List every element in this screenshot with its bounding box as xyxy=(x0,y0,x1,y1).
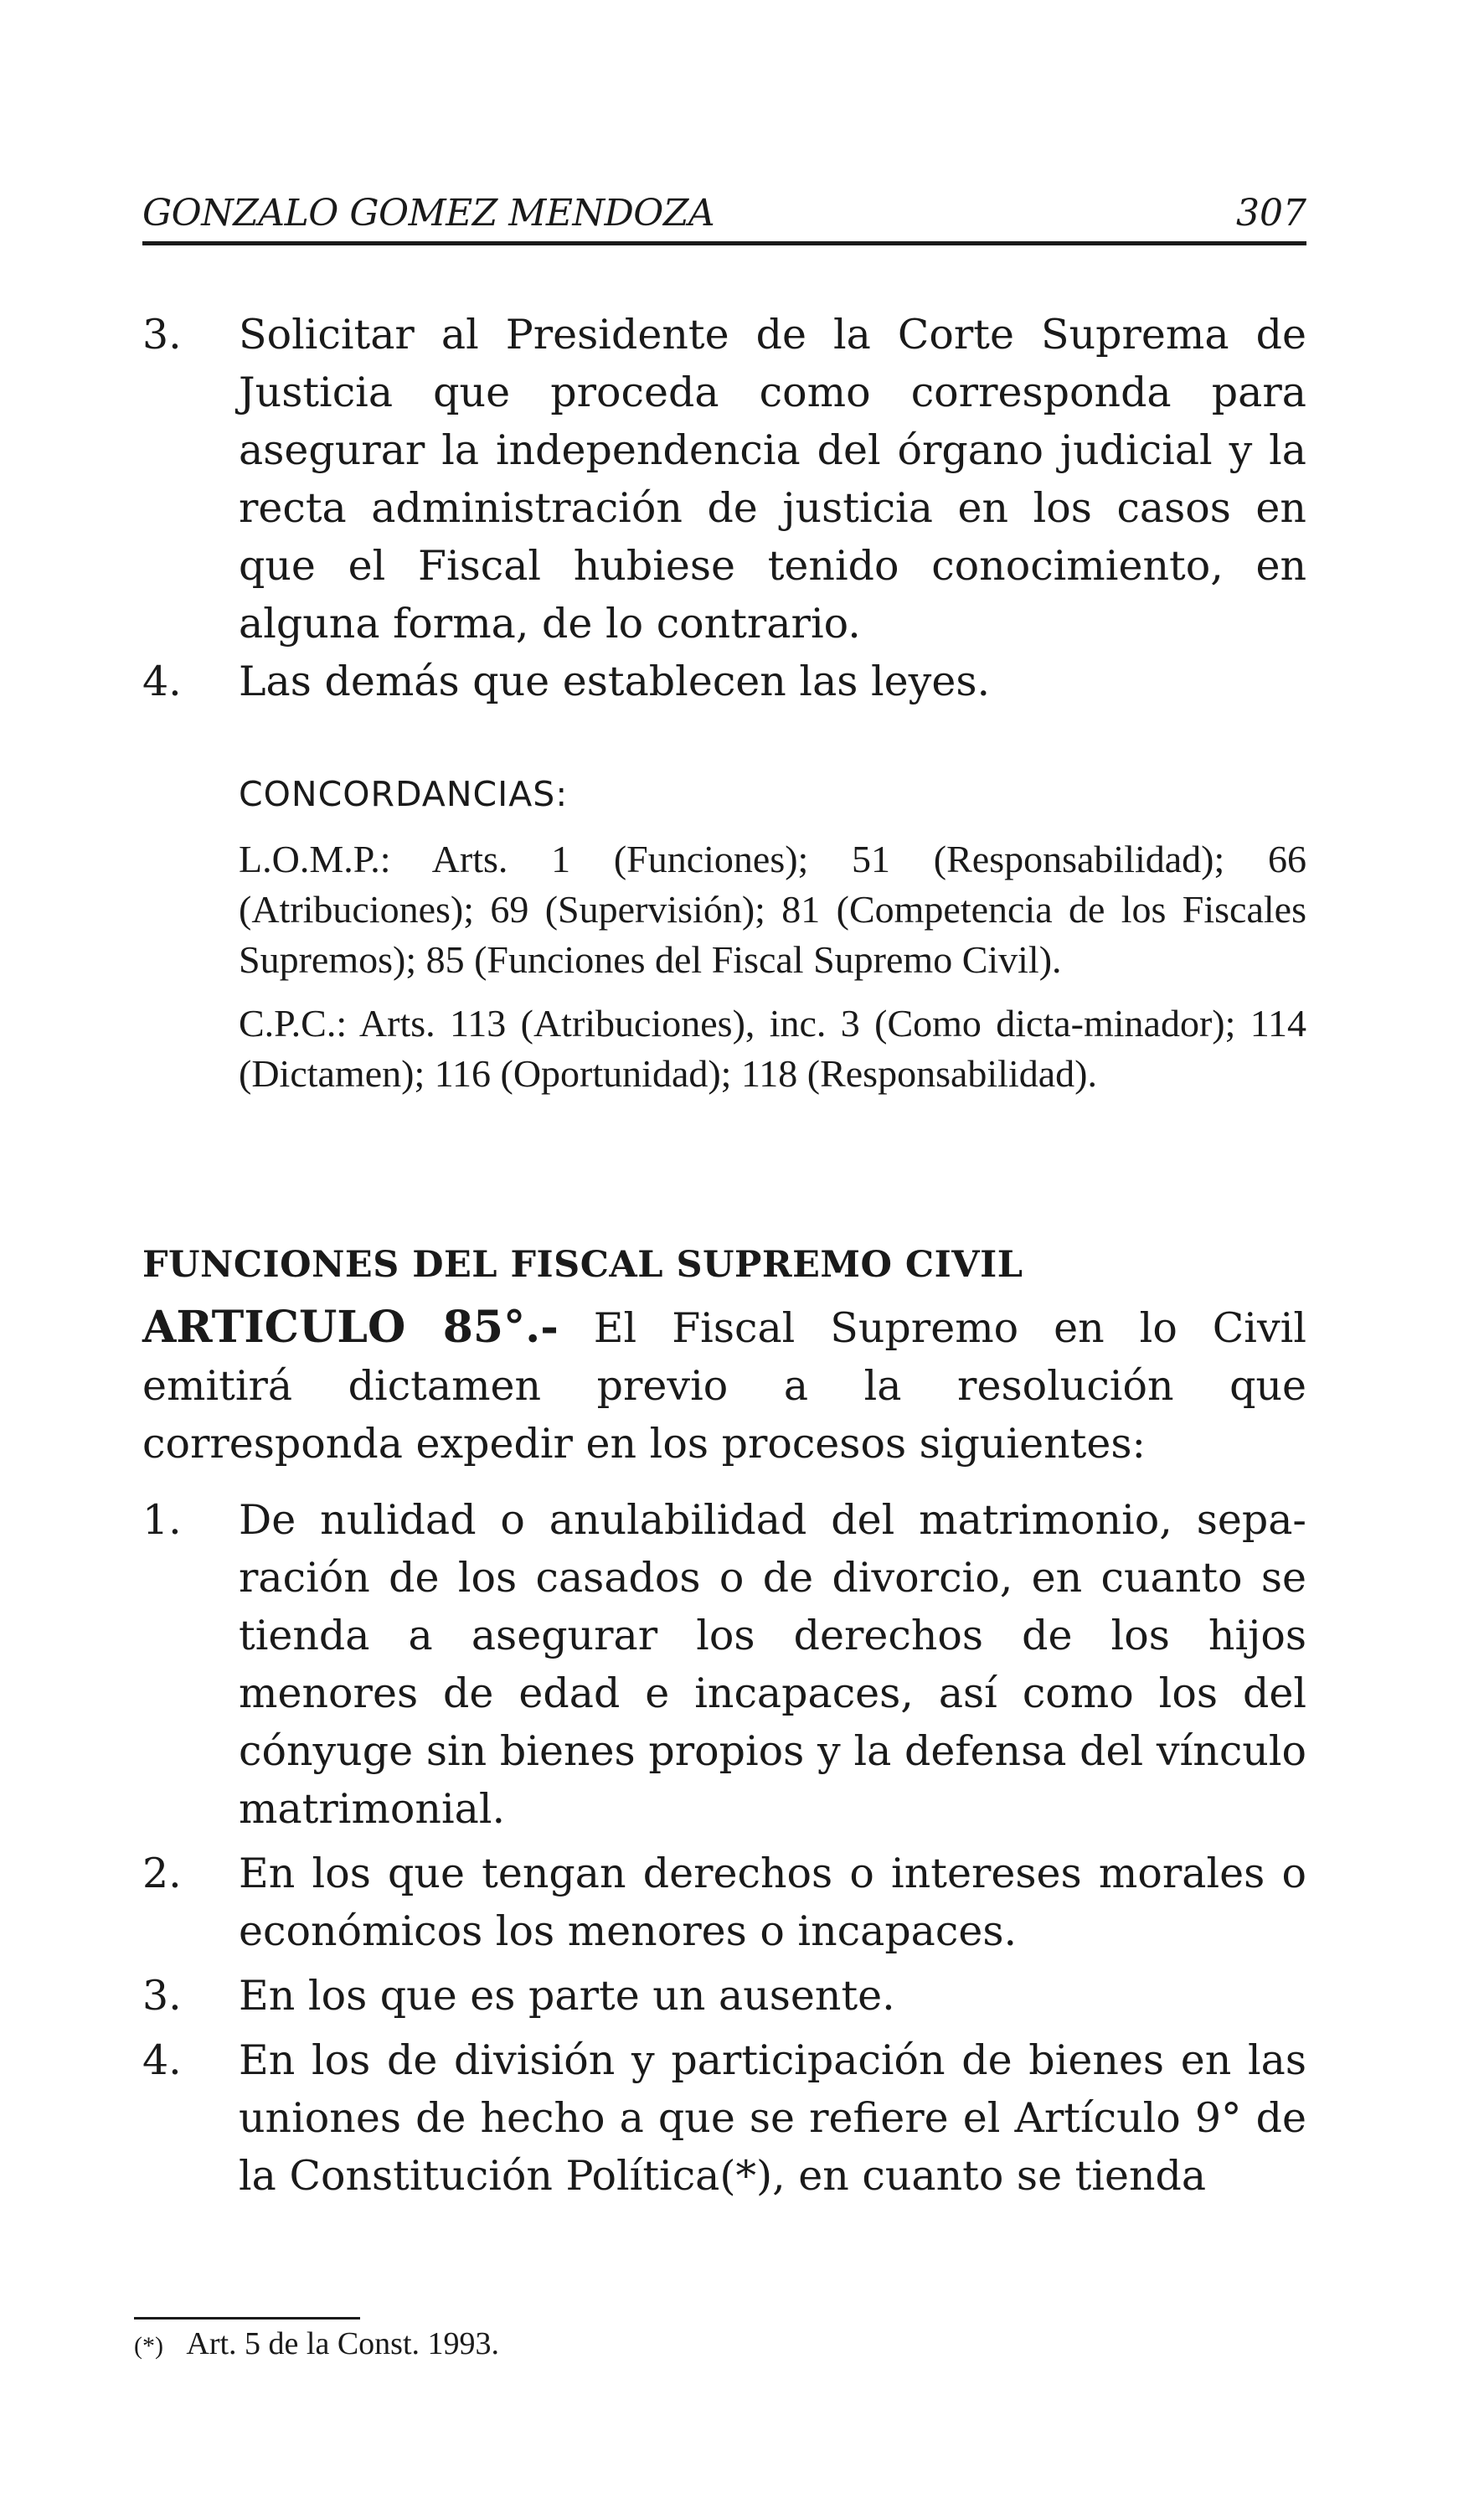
item-text: En los que es parte un ausente. xyxy=(239,1972,895,2020)
item-number: 4. xyxy=(142,658,182,705)
article-paragraph xyxy=(142,1298,1306,1473)
item-text: En los que tengan derechos o intereses morales o económicos los menores o incapaces. xyxy=(239,1850,1306,1955)
item-text: Las demás que establecen las leyes. xyxy=(239,658,991,705)
list-item xyxy=(142,653,1306,710)
concordancias-title: CONCORDANCIAS: xyxy=(239,774,569,814)
concordancia-entry: L.O.M.P.: Arts. 1 (Funciones); 51 (Responsabilidad); 66 (Atribuciones); 69 (Supervisión); 81 (Competencia de los Fiscales Supremos); 85 (Funciones del Fiscal Supremo Civil). xyxy=(239,838,1306,981)
list-item xyxy=(142,1845,1306,1960)
footnote-mark: (*) xyxy=(134,2332,163,2360)
footnote xyxy=(134,2325,499,2362)
item-number: 3. xyxy=(142,1972,182,2020)
footnote-divider xyxy=(134,2317,360,2319)
list-item xyxy=(142,306,1306,653)
item-text: De nulidad o anulabilidad del matrimonio, sepa-ración de los casados o de divorcio, en cuanto se tienda a asegurar los derechos de los hijos menores de edad e incapaces, así como los del cónyuge sin bienes propios y la defensa del vínculo matrimonial. xyxy=(239,1496,1306,1833)
concordancia-entry: C.P.C.: Arts. 113 (Atribuciones), inc. 3 (Como dicta-minador); 114 (Dictamen); 116 (Oportunidad); 118 (Responsabilidad). xyxy=(239,1002,1306,1095)
section-heading: FUNCIONES DEL FISCAL SUPREMO CIVIL xyxy=(142,1244,1023,1286)
footnote-text: Art. 5 de la Const. 1993. xyxy=(186,2326,500,2361)
author-name: GONZALO GOMEZ MENDOZA xyxy=(142,192,715,235)
numbered-list-bottom xyxy=(142,1491,1306,2205)
running-header xyxy=(142,183,1306,245)
item-text: Solicitar al Presidente de la Corte Suprema de Justicia que proceda como corresponda para asegurar la independencia del órgano judicial y la recta administración de justicia en los casos en que el Fiscal hubiese tenido conocimiento, en alguna forma, de lo contrario. xyxy=(239,311,1306,648)
item-number: 1. xyxy=(142,1496,182,1544)
item-number: 4. xyxy=(142,2036,182,2084)
list-item xyxy=(142,2031,1306,2205)
item-text: En los de división y participación de bienes en las uniones de hecho a que se refiere el Artículo 9° de la Constitución Política(*), en cuanto se tienda xyxy=(239,2036,1306,2200)
item-number: 2. xyxy=(142,1850,182,1897)
list-item xyxy=(142,1967,1306,2025)
article-text: El Fiscal Supremo en lo Civil emitirá dictamen previo a la resolución que corresponda expedir en los procesos siguientes: xyxy=(142,1304,1306,1468)
numbered-list-top xyxy=(142,306,1306,710)
concordancias-block xyxy=(239,769,1306,1099)
item-number: 3. xyxy=(142,311,182,359)
page-number: 307 xyxy=(1236,192,1306,235)
article-label: ARTICULO 85°.- xyxy=(142,1302,559,1353)
list-item xyxy=(142,1491,1306,1838)
